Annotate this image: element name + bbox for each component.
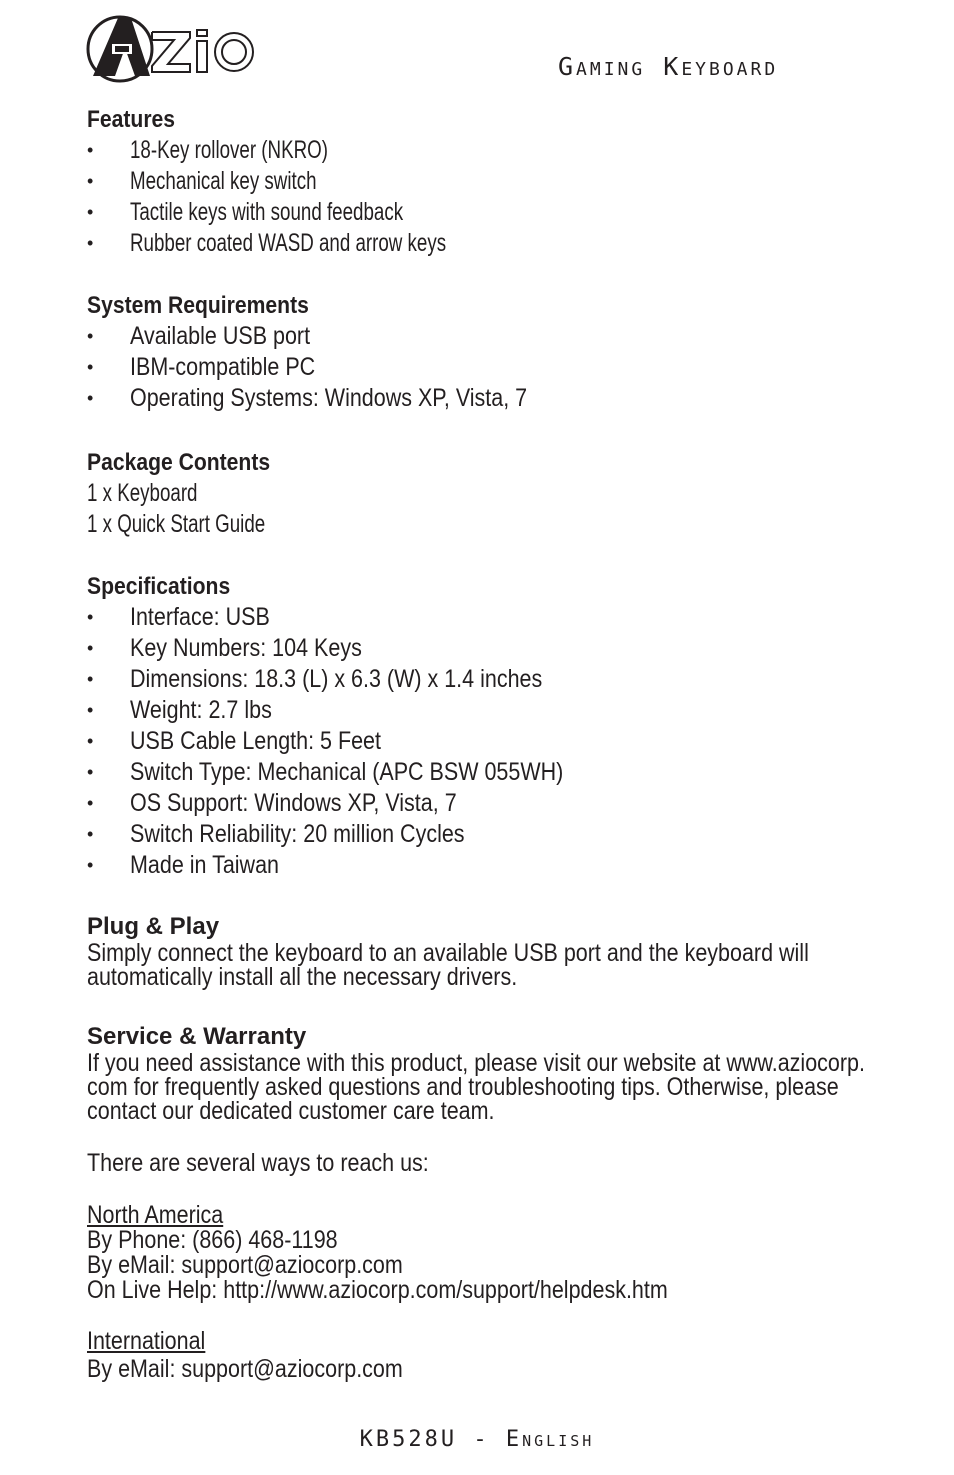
logo-text: AZiO	[86, 10, 89, 11]
international-email: By eMail: support@aziocorp.com	[87, 1355, 403, 1383]
list-item: • 18-Key rollover (NKRO)	[87, 136, 328, 164]
north-america-phone: By Phone: (866) 468-1198	[87, 1226, 338, 1254]
list-item: • Operating Systems: Windows XP, Vista, 7	[87, 384, 528, 412]
list-item: • Switch Reliability: 20 million Cycles	[87, 820, 465, 848]
plug-and-play-text: Simply connect the keyboard to an available USB port and the keyboard will automatically install all the necessary drivers.	[87, 939, 809, 991]
reach-us-text: There are several ways to reach us:	[87, 1149, 429, 1177]
north-america-section	[87, 1203, 867, 1302]
service-intro-text: If you need assistance with this product, please visit our website at www.aziocorp. com for frequently asked questions and troubleshooting tips. Otherwise, please contact our dedicated customer care team.	[87, 1049, 865, 1125]
list-item: • Mechanical key switch	[87, 167, 317, 195]
international-label: International	[87, 1327, 206, 1355]
international-section	[87, 1329, 867, 1381]
list-item: • Weight: 2.7 lbs	[87, 696, 272, 724]
list-item: • Tactile keys with sound feedback	[87, 198, 404, 226]
package-contents-heading: Package Contents	[87, 449, 271, 476]
page-footer: KB528U - English	[359, 1427, 595, 1452]
list-item: • Dimensions: 18.3 (L) x 6.3 (W) x 1.4 inches	[87, 665, 543, 693]
system-requirements-list	[87, 321, 867, 414]
azio-logo	[86, 10, 262, 88]
document-title: Gaming Keyboard	[558, 52, 779, 81]
service-warranty-heading: Service & Warranty	[87, 1023, 307, 1050]
features-heading: Features	[87, 106, 176, 133]
list-item: • OS Support: Windows XP, Vista, 7	[87, 789, 457, 817]
north-america-label: North America	[87, 1201, 224, 1229]
list-item: • Made in Taiwan	[87, 851, 280, 879]
manual-content	[87, 104, 867, 1381]
list-item: • Interface: USB	[87, 603, 270, 631]
package-item: 1 x Keyboard	[87, 479, 198, 507]
specifications-list	[87, 602, 867, 881]
list-item: • USB Cable Length: 5 Feet	[87, 727, 381, 755]
features-list	[87, 135, 867, 259]
package-item: 1 x Quick Start Guide	[87, 510, 266, 538]
plug-and-play-heading: Plug & Play	[87, 913, 220, 940]
list-item: • Key Numbers: 104 Keys	[87, 634, 362, 662]
list-item: • IBM-compatible PC	[87, 353, 316, 381]
list-item: • Rubber coated WASD and arrow keys	[87, 229, 447, 257]
list-item: • Switch Type: Mechanical (APC BSW 055WH)	[87, 758, 564, 786]
specifications-heading: Specifications	[87, 573, 231, 600]
list-item: • Available USB port	[87, 322, 311, 350]
north-america-email: By eMail: support@aziocorp.com	[87, 1251, 403, 1279]
system-requirements-heading: System Requirements	[87, 292, 309, 319]
north-america-live-help: On Live Help: http://www.aziocorp.com/support/helpdesk.htm	[87, 1276, 668, 1304]
